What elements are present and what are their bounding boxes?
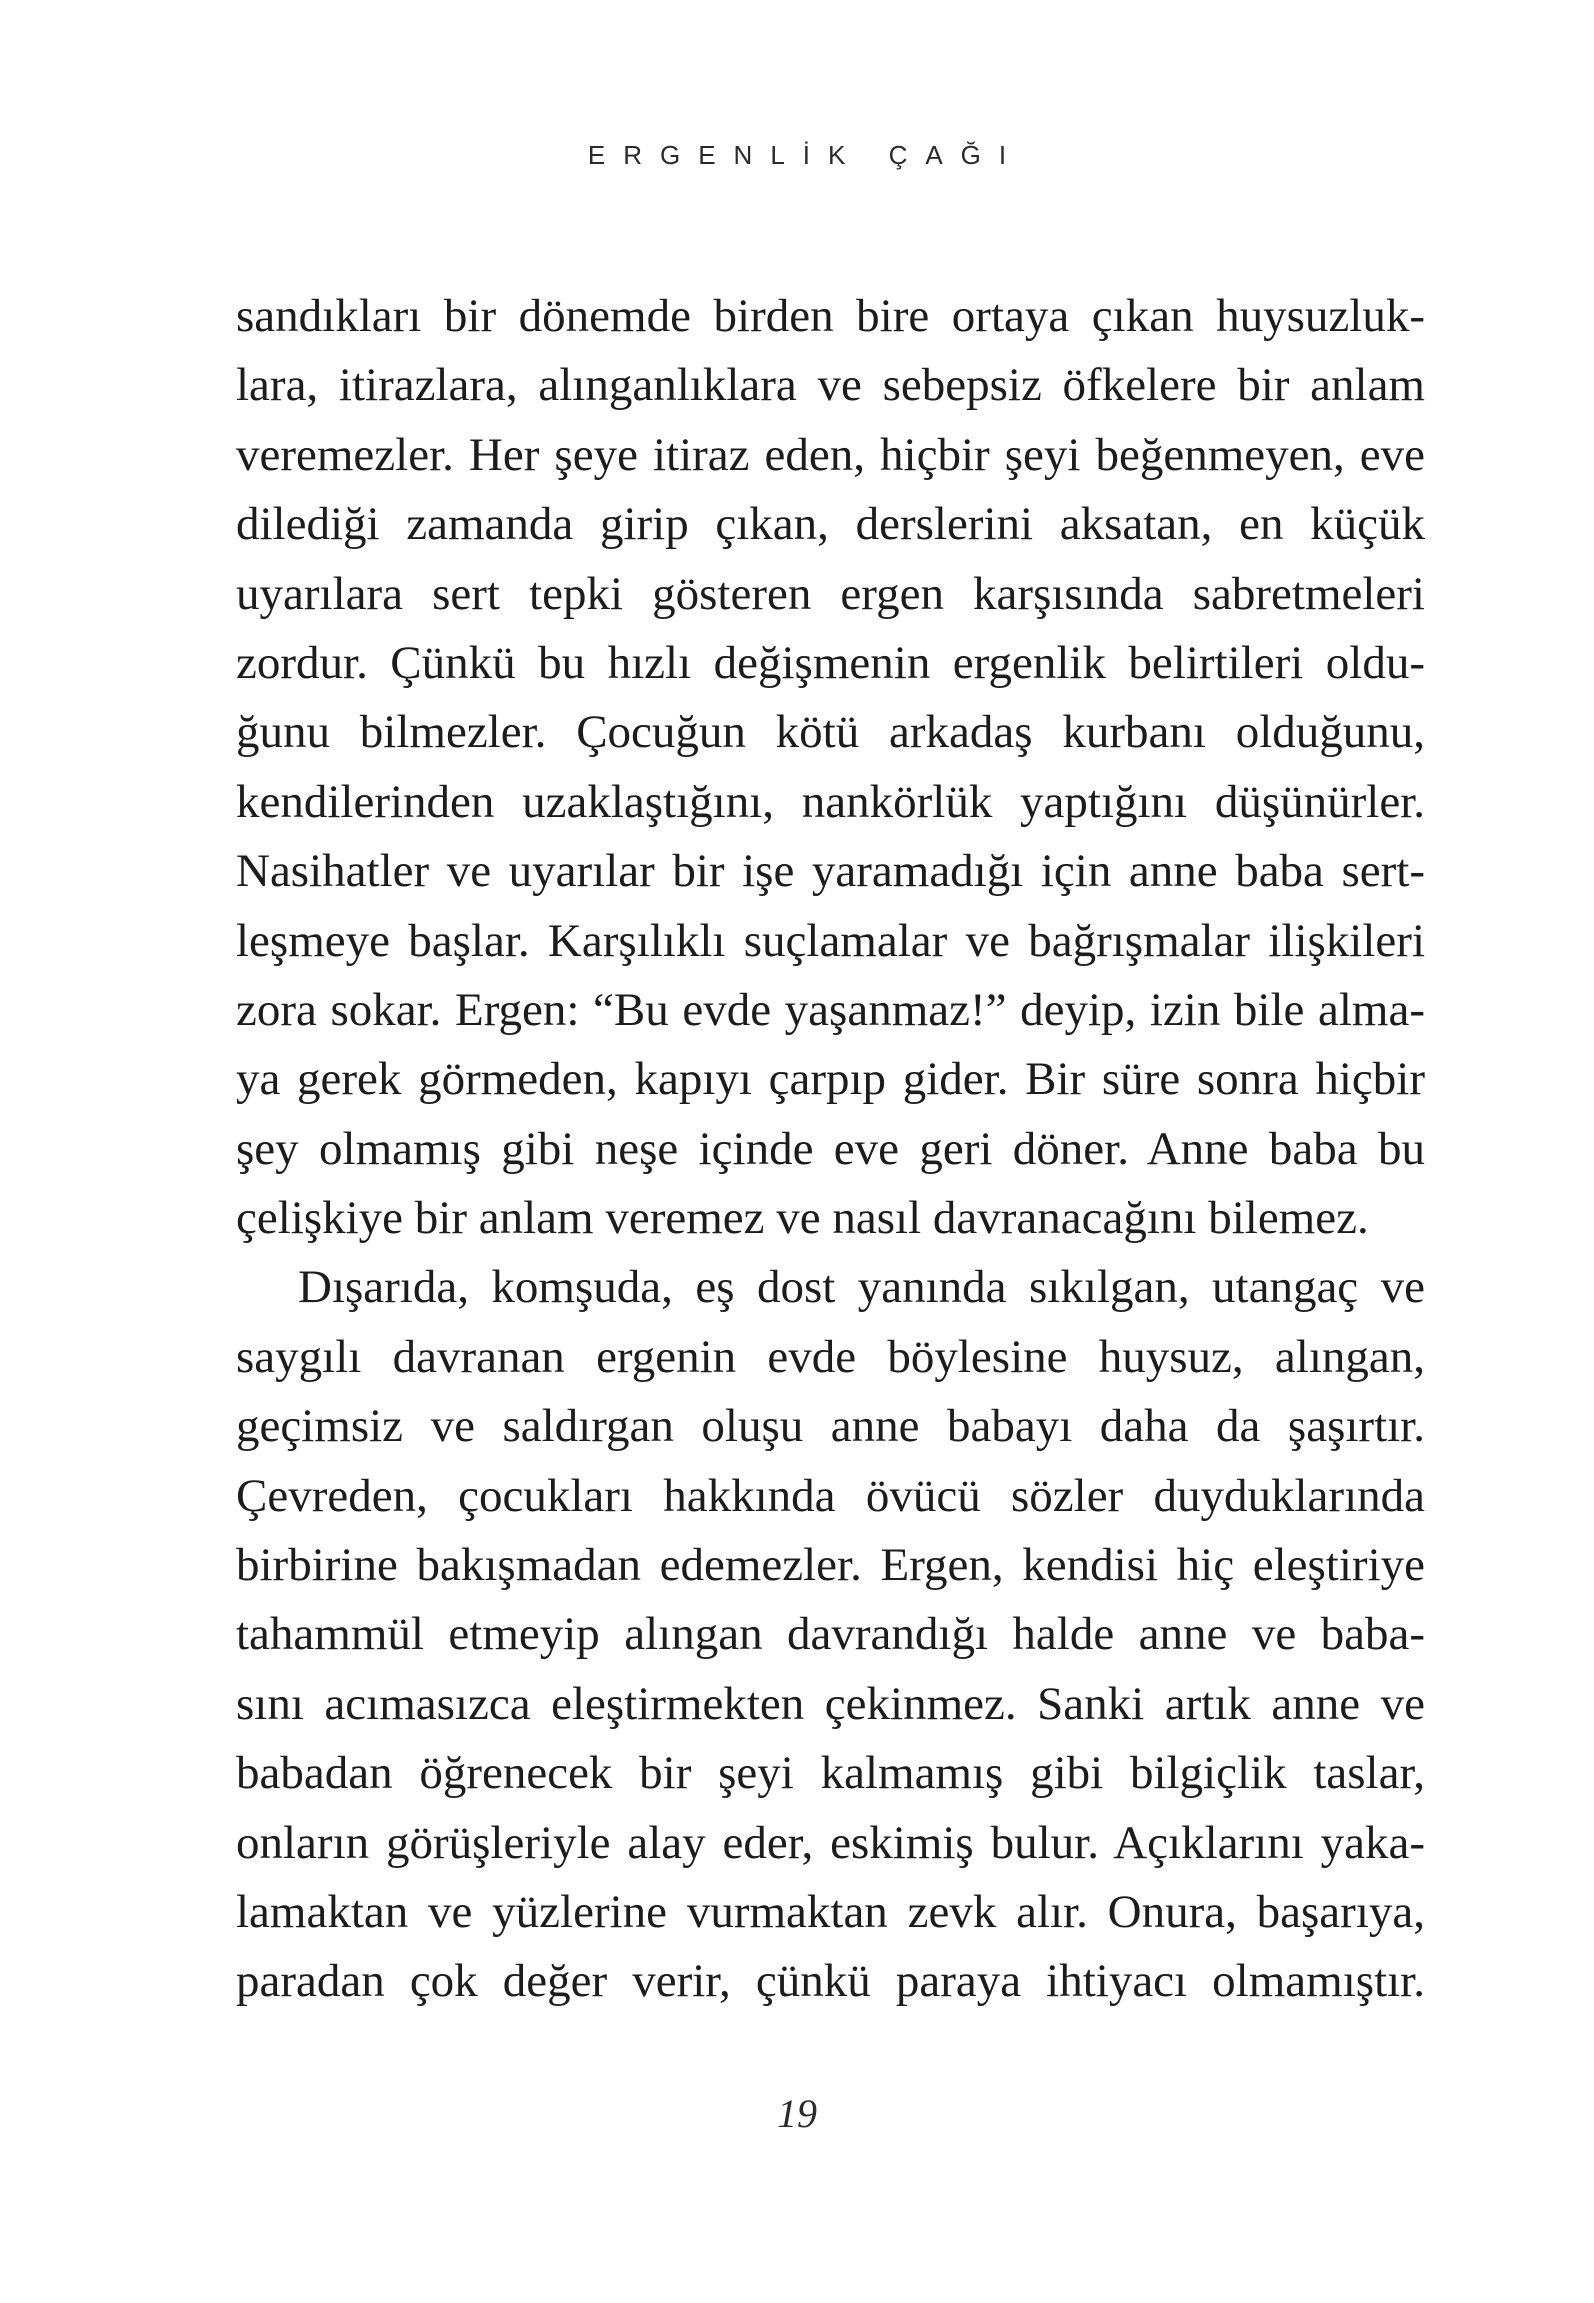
text-line: Nasihatler ve uyarılar bir işe yaramadığı için anne baba sert- [236, 845, 1425, 898]
text-line: Çevreden, çocukları hakkında övücü sözler duyduklarında [236, 1469, 1425, 1522]
text-line: ğunu bilmezler. Çocuğun kötü arkadaş kurbanı olduğunu, [236, 706, 1425, 759]
text-line: zordur. Çünkü bu hızlı değişmenin ergenlik belirtileri oldu- [236, 636, 1425, 689]
body-text [236, 282, 1425, 2017]
text-line: onların görüşleriyle alay eder, eskimiş bulur. Açıklarını yaka- [236, 1816, 1425, 1869]
text-line: birbirine bakışmadan edemezler. Ergen, kendisi hiç eleştiriye [236, 1539, 1425, 1592]
text-line: uyarılara sert tepki gösteren ergen karşısında sabretmeleri [236, 567, 1425, 620]
text-line: veremezler. Her şeye itiraz eden, hiçbir şeyi beğenmeyen, eve [236, 428, 1425, 481]
text-line: şey olmamış gibi neşe içinde eve geri döner. Anne baba bu [236, 1122, 1425, 1175]
running-head: ERGENLİK ÇAĞI [587, 140, 1025, 170]
text-line: babadan öğrenecek bir şeyi kalmamış gibi bilgiçlik taslar, [236, 1747, 1425, 1800]
text-line: lara, itirazlara, alınganlıklara ve sebepsiz öfkelere bir anlam [236, 359, 1425, 412]
text-line: saygılı davranan ergenin evde böylesine huysuz, alıngan, [236, 1330, 1425, 1383]
text-line: leşmeye başlar. Karşılıklı suçlamalar ve bağrışmalar ilişkileri [236, 914, 1425, 967]
text-line: geçimsiz ve saldırgan oluşu anne babayı daha da şaşırtır. [236, 1400, 1425, 1453]
page-number: 19 [777, 2091, 817, 2136]
text-line: zora sokar. Ergen: “Bu evde yaşanmaz!” deyip, izin bile alma- [236, 983, 1425, 1036]
text-line: tahammül etmeyip alıngan davrandığı halde anne ve baba- [236, 1608, 1425, 1661]
text-line: ya gerek görmeden, kapıyı çarpıp gider. Bir süre sonra hiçbir [236, 1053, 1425, 1106]
text-line: sını acımasızca eleştirmekten çekinmez. Sanki artık anne ve [236, 1677, 1425, 1730]
text-line: kendilerinden uzaklaştığını, nankörlük yaptığını düşünürler. [236, 775, 1425, 828]
text-line: çelişkiye bir anlam veremez ve nasıl davranacağını bilemez. [236, 1192, 1369, 1245]
text-line: lamaktan ve yüzlerine vurmaktan zevk alır. Onura, başarıya, [236, 1885, 1425, 1938]
text-line: sandıkları bir dönemde birden bire ortaya çıkan huysuzluk- [236, 290, 1425, 342]
text-line: Dışarıda, komşuda, eş dost yanında sıkılgan, utangaç ve [298, 1261, 1425, 1314]
text-line: dilediği zamanda girip çıkan, derslerini aksatan, en küçük [236, 498, 1425, 551]
text-line: paradan çok değer verir, çünkü paraya ihtiyacı olmamıştır. [236, 1955, 1425, 2008]
